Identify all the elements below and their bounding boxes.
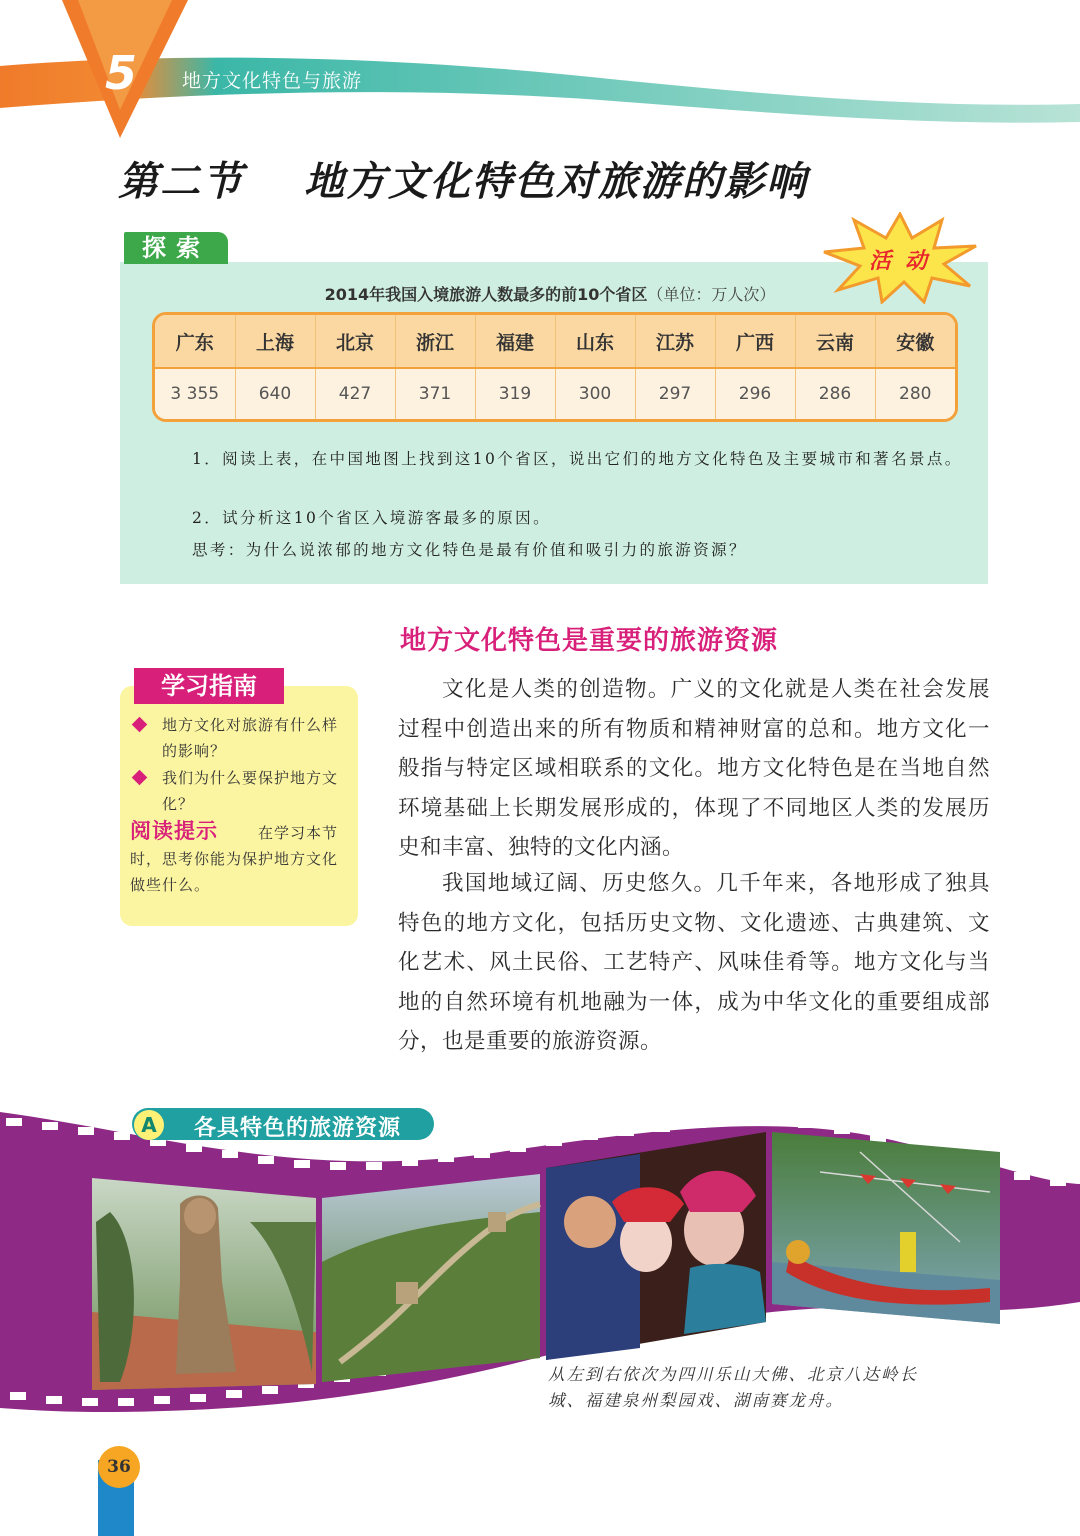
value-cell: 297	[635, 368, 715, 419]
section-name: 地方文化特色对旅游的影响	[304, 159, 808, 205]
province-cell: 福建	[475, 315, 555, 368]
guide-item-text: 我们为什么要保护地方文化？	[162, 769, 339, 813]
province-cell: 北京	[315, 315, 395, 368]
province-cell: 云南	[795, 315, 875, 368]
body-paragraph: 我国地域辽阔、历史悠久。几千年来，各地形成了独具特色的地方文化，包括历史文物、文化遗迹、古典建筑、文化艺术、风土民俗、工艺特产、风味佳肴等。地方文化与当地的自然环境有机地融为一体，成为中华文化的重要组成部分，也是重要的旅游资源。	[398, 871, 990, 1054]
value-cell: 640	[235, 368, 315, 419]
read-tip	[130, 818, 352, 898]
table-header-row	[155, 315, 955, 368]
sub-heading: 地方文化特色是重要的旅游资源	[400, 626, 779, 656]
study-guide-title: 学习指南	[134, 668, 284, 704]
chapter-header-band	[0, 0, 1080, 140]
province-cell: 广东	[155, 315, 235, 368]
great-wall-photo	[322, 1174, 540, 1382]
table-caption	[180, 282, 920, 305]
tourism-table	[152, 312, 958, 422]
province-cell: 安徽	[875, 315, 955, 368]
province-cell: 上海	[235, 315, 315, 368]
question-1: 1．阅读上表，在中国地图上找到这10个省区，说出它们的地方文化特色及主要城市和著名景点。	[192, 450, 963, 468]
body-paragraph: 文化是人类的创造物。广义的文化就是人类在社会发展过程中创造出来的所有物质和精神财富的总和。地方文化一般指与特定区域相联系的文化。地方文化特色是在当地自然环境基础上长期发展形成的，体现了不同地区人类的发展历史和丰富、独特的文化内涵。	[398, 677, 990, 860]
section-title	[118, 150, 808, 207]
value-cell: 371	[395, 368, 475, 419]
province-cell: 山东	[555, 315, 635, 368]
province-cell: 江苏	[635, 315, 715, 368]
table-value-row	[155, 368, 955, 419]
resource-letter-badge: A	[134, 1110, 164, 1140]
photo-caption: 从左到右依次为四川乐山大佛、北京八达岭长城、福建泉州梨园戏、湖南赛龙舟。	[548, 1365, 918, 1410]
value-cell: 280	[875, 368, 955, 419]
liyuan-opera-photo	[546, 1132, 766, 1360]
guide-item	[134, 712, 352, 764]
think-question: 思考：为什么说浓郁的地方文化特色是最有价值和吸引力的旅游资源？	[192, 541, 747, 559]
read-tip-text: 在学习本节时，思考你能为保护地方文化做些什么。	[130, 824, 339, 894]
value-cell: 286	[795, 368, 875, 419]
explore-tab: 探索	[124, 232, 228, 264]
section-number: 第二节	[118, 159, 244, 205]
value-cell: 427	[315, 368, 395, 419]
read-tip-label: 阅读提示	[130, 819, 218, 843]
value-cell: 300	[555, 368, 635, 419]
value-cell: 319	[475, 368, 555, 419]
value-cell: 3 355	[155, 368, 235, 419]
province-cell: 浙江	[395, 315, 475, 368]
chapter-number: 5	[104, 46, 137, 100]
table-unit: （单位：万人次）	[647, 285, 776, 304]
resource-title: 各具特色的旅游资源	[194, 1116, 402, 1141]
leshan-buddha-photo	[92, 1178, 316, 1390]
activity-label: 活动	[868, 249, 941, 274]
value-cell: 296	[715, 368, 795, 419]
explore-box	[120, 262, 988, 584]
question-2: 2．试分析这10个省区入境游客最多的原因。	[192, 509, 551, 527]
province-cell: 广西	[715, 315, 795, 368]
guide-item	[134, 765, 352, 817]
chapter-title: 地方文化特色与旅游	[182, 70, 363, 92]
table-caption-title: 2014年我国入境旅游人数最多的前10个省区	[324, 285, 648, 304]
dragon-boat-photo	[772, 1132, 1000, 1324]
guide-item-text: 地方文化对旅游有什么样的影响？	[162, 716, 339, 760]
page-number: 36	[98, 1446, 140, 1488]
